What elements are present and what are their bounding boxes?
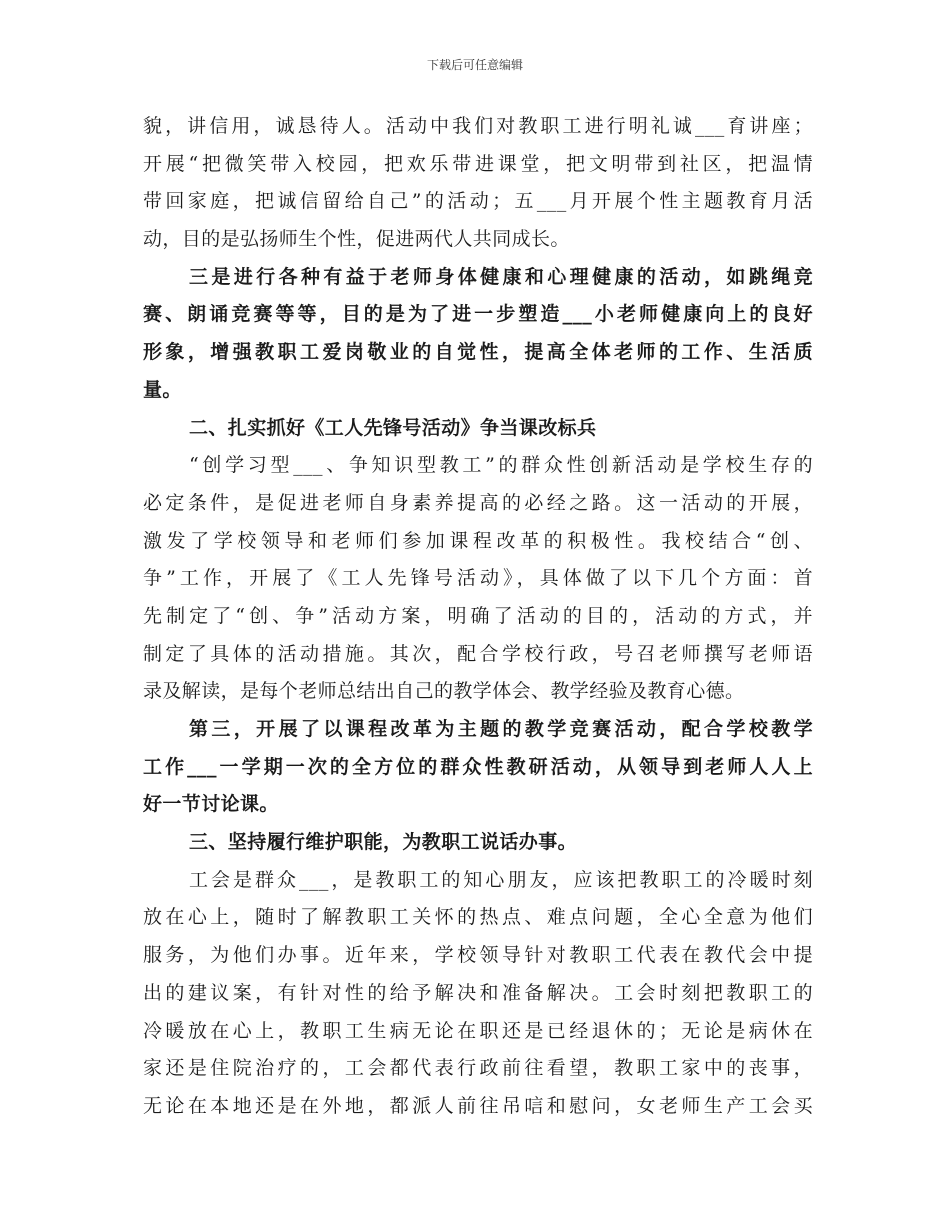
- text-line: 貌，讲信用，诚恳待人。活动中我们对教职工进行明礼诚___育讲座；: [143, 115, 813, 137]
- text-line: 三、坚持履行维护职能，为教职工说话办事。: [189, 831, 578, 854]
- text-line: 冷暖放在心上，教职工生病无论在职还是已经退休的；无论是病休在: [143, 1019, 813, 1042]
- text-line: 三是进行各种有益于老师身体健康和心理健康的活动，如跳绳竞: [189, 265, 813, 288]
- text-line: 制定了具体的活动措施。其次，配合学校行政，号召老师撰写老师语: [143, 642, 813, 665]
- text-line: 二、扎实抓好《工人先锋号活动》争当课改标兵: [189, 416, 597, 439]
- text-line: 必定条件，是促进老师自身素养提高的必经之路。这一活动的开展，: [143, 491, 813, 514]
- text-line: 量。: [143, 378, 182, 401]
- text-line: 家还是住院治疗的，工会都代表行政前往看望，教职工家中的丧事，: [143, 1057, 813, 1080]
- text-line: 赛、朗诵竞赛等等，目的是为了进一步塑造___小老师健康向上的良好: [143, 303, 813, 326]
- text-line: 好一节讨论课。: [143, 793, 279, 816]
- paragraph: [143, 862, 813, 1126]
- text-line: 争”工作，开展了《工人先锋号活动》，具体做了以下几个方面：首: [143, 567, 813, 590]
- text-line: 放在心上，随时了解教职工关怀的热点、难点问题，全心全意为他们: [143, 906, 813, 929]
- text-line: 服务，为他们办事。近年来，学校领导针对教职工代表在教代会中提: [143, 944, 813, 967]
- text-line: 形象，增强教职工爱岗敬业的自觉性，提高全体老师的工作、生活质: [143, 341, 813, 364]
- paragraph: [143, 711, 813, 824]
- paragraph: [143, 108, 813, 259]
- paragraph: [143, 410, 813, 448]
- page-header: 下载后可任意编辑: [426, 58, 523, 72]
- text-line: 出的建议案，有针对性的给予解决和准备解决。工会时刻把教职工的: [143, 981, 813, 1004]
- text-line: 激发了学校领导和老师们参加课程改革的积极性。我校结合“创、: [143, 529, 813, 552]
- text-line: 工作___一学期一次的全方位的群众性教研活动，从领导到老师人人上: [143, 755, 813, 778]
- text-line: 录及解读，是每个老师总结出自己的教学体会、教学经验及教育心德。: [143, 680, 745, 703]
- text-line: “创学习型___、争知识型教工”的群众性创新活动是学校生存的: [189, 454, 813, 477]
- document-body: [143, 108, 813, 1126]
- text-line: 动，目的是弘扬师生个性，促进两代人共同成长。: [143, 228, 570, 251]
- text-line: 无论在本地还是在外地，都派人前往吊唁和慰问，女老师生产工会买: [143, 1094, 813, 1117]
- paragraph: [143, 447, 813, 711]
- text-line: 开展“把微笑带入校园，把欢乐带进课堂，把文明带到社区，把温情: [143, 152, 813, 175]
- text-line: 工会是群众___，是教职工的知心朋友，应该把教职工的冷暖时刻: [189, 868, 813, 891]
- text-line: 带回家庭，把诚信留给自己”的活动；五___月开展个性主题教育月活: [143, 190, 813, 213]
- paragraph: [143, 259, 813, 410]
- text-line: 先制定了“创、争”活动方案，明确了活动的目的，活动的方式，并: [143, 604, 813, 627]
- paragraph: [143, 824, 813, 862]
- text-line: 第三，开展了以课程改革为主题的教学竞赛活动，配合学校教学: [189, 718, 813, 740]
